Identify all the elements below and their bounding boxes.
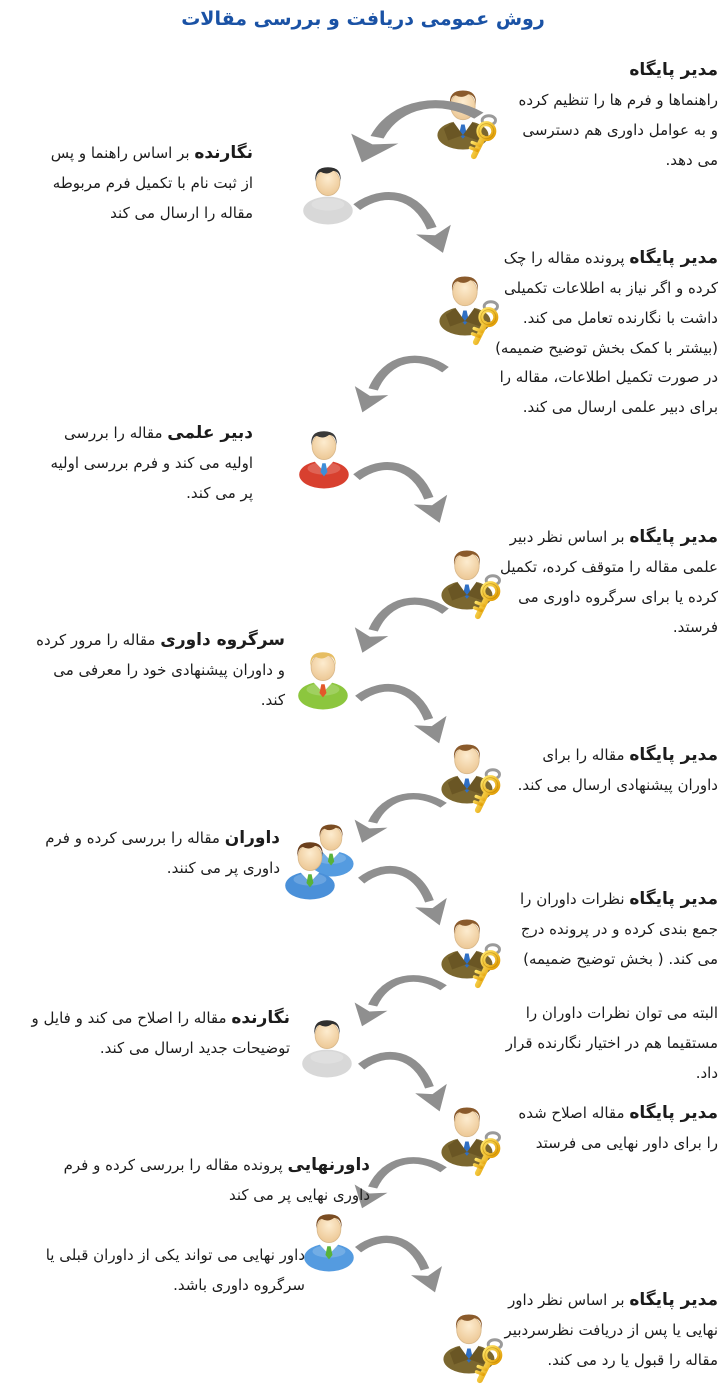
step-text: البته می توان نظرات داوران را مستقیما هم در اختیار نگارنده قرار داد. bbox=[505, 1004, 718, 1082]
step-text: مقاله را بررسی اولیه می کند و فرم بررسی اولیه پر می کند. bbox=[50, 424, 253, 502]
role-label: دبیر علمی bbox=[167, 423, 253, 443]
step-scientific-editor bbox=[38, 418, 253, 508]
step-admin-collect-note bbox=[488, 998, 718, 1088]
step-admin-forward-note bbox=[498, 362, 718, 422]
step-text: داور نهایی می تواند یکی از داوران قبلی یا سرگروه داوری باشد. bbox=[45, 1246, 305, 1294]
step-text: مقاله را اصلاح می کند و فایل و توضیحات جدید ارسال می کند. bbox=[31, 1009, 290, 1057]
step-admin-verdict bbox=[503, 1285, 718, 1375]
step-text: مقاله را بررسی کرده و فرم داوری پر می کنند. bbox=[45, 829, 280, 877]
role-label: مدیر پایگاه bbox=[629, 60, 718, 80]
step-reviewers bbox=[30, 823, 280, 883]
role-label: سرگروه داوری bbox=[160, 630, 285, 650]
role-label: مدیر پایگاه bbox=[629, 527, 718, 547]
role-label: مدیر پایگاه bbox=[629, 248, 718, 268]
step-admin-send-reviewers bbox=[503, 740, 718, 800]
role-label: داوران bbox=[224, 828, 280, 848]
step-admin-collect bbox=[498, 884, 718, 974]
step-text: پرونده مقاله را بررسی کرده و فرم داوری نهایی پر می کند bbox=[63, 1156, 370, 1204]
role-label: داورنهایی bbox=[287, 1155, 370, 1175]
role-label: مدیر پایگاه bbox=[629, 889, 718, 909]
role-label: مدیر پایگاه bbox=[629, 745, 718, 765]
step-author-revise bbox=[30, 1003, 290, 1063]
step-text: مقاله را مرور کرده و داوران پیشنهادی خود را معرفی می کند. bbox=[36, 631, 285, 709]
role-label: نگارنده bbox=[231, 1008, 290, 1028]
flow-arrow-3 bbox=[344, 350, 452, 432]
site-manager-icon bbox=[432, 262, 506, 348]
role-label: نگارنده bbox=[194, 143, 253, 163]
step-text: بر اساس راهنما و پس از ثبت نام با تکمیل فرم مربوطه مقاله را ارسال می کند bbox=[50, 144, 253, 222]
flow-arrow-4 bbox=[350, 456, 458, 544]
step-text: بر اساس نظر داور نهایی یا پس از دریافت نظرسردبیر مقاله را قبول یا رد می کند. bbox=[504, 1291, 718, 1369]
role-label: مدیر پایگاه bbox=[629, 1290, 718, 1310]
step-text: نظرات داوران را جمع بندی کرده و در پرونده درج می کند. ( بخش توضیح ضمیمه) bbox=[520, 890, 718, 968]
step-admin-decision bbox=[493, 522, 718, 642]
step-final-reviewer-note bbox=[30, 1240, 305, 1300]
step-text: راهنماها و فرم ها را تنظیم کرده و به عوامل داوری هم دسترسی می دهد. bbox=[518, 91, 718, 169]
step-text: مقاله اصلاح شده را برای داور نهایی می فرستد bbox=[518, 1104, 718, 1152]
step-text: پرونده مقاله را چک کرده و اگر نیاز به اطلاعات تکمیلی داشت با نگارنده تعامل می کند. (بیشتر با کمک بخش توضیح ضمیمه) bbox=[495, 249, 718, 357]
flow-arrow-2 bbox=[350, 186, 462, 274]
step-text: در صورت تکمیل اطلاعات، مقاله را برای دبیر علمی ارسال می کند. bbox=[499, 368, 718, 416]
flow-arrow-5 bbox=[344, 592, 452, 672]
step-admin-check bbox=[493, 243, 718, 363]
review-head-icon bbox=[291, 638, 359, 718]
step-review-head bbox=[30, 625, 285, 715]
step-text: بر اساس نظر دبیر علمی مقاله را متوقف کرده، تکمیل کرده یا برای سرگروه داوری می فرستد. bbox=[500, 528, 718, 636]
step-admin-setup bbox=[508, 55, 718, 175]
site-manager-icon bbox=[436, 1300, 510, 1386]
reviewers-icon bbox=[278, 813, 366, 905]
step-admin-final-send bbox=[508, 1098, 718, 1158]
step-text: مقاله را برای داوران پیشنهادی ارسال می کند. bbox=[517, 746, 718, 794]
author-icon bbox=[295, 1006, 363, 1086]
page-title: روش عمومی دریافت و بررسی مقالات bbox=[181, 8, 545, 30]
step-author-submit bbox=[38, 138, 253, 228]
role-label: مدیر پایگاه bbox=[629, 1103, 718, 1123]
